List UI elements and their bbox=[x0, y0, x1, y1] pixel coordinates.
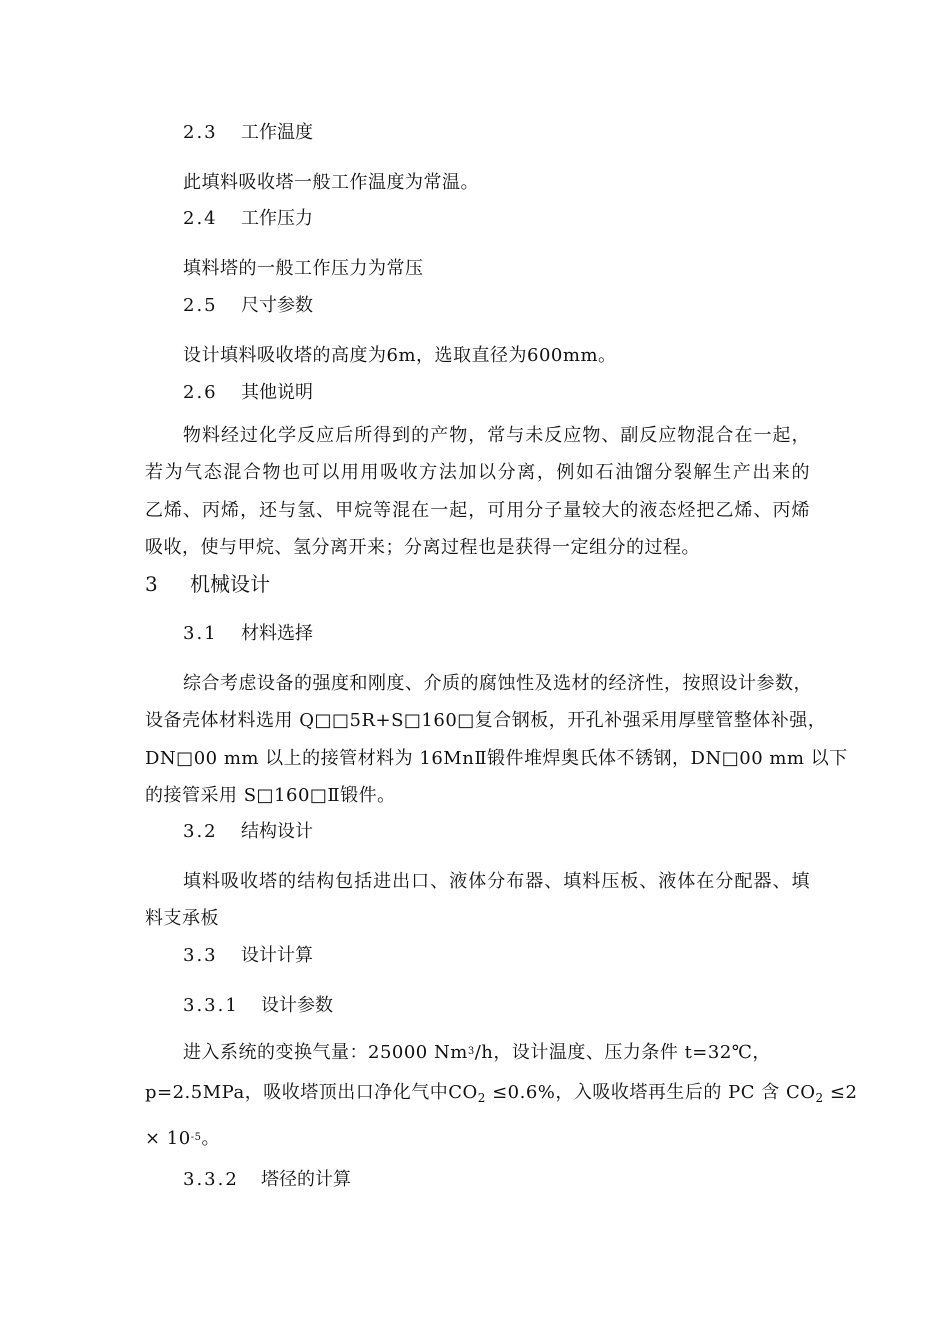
formula-text: CO bbox=[785, 1082, 816, 1103]
paragraph-line: 设备壳体材料选用 Q□□5R+S□160□复合钢板，开孔补强采用厚壁管整体补强， bbox=[145, 710, 827, 731]
section-title: 设计计算 bbox=[241, 945, 313, 966]
section-number: 3.2 bbox=[183, 821, 218, 842]
chapter-number: 3 bbox=[145, 572, 158, 596]
section-heading-2-5 bbox=[183, 294, 313, 318]
chemical-formula bbox=[786, 1082, 824, 1103]
section-number: 2.5 bbox=[183, 295, 218, 316]
text-run: ≤0.6%，入吸收塔再生后的 PC 含 bbox=[485, 1082, 786, 1103]
section-number: 2.3 bbox=[183, 122, 218, 143]
section-heading-2-6 bbox=[183, 381, 313, 405]
subscript: 2 bbox=[477, 1091, 486, 1105]
section-number: 2.4 bbox=[183, 208, 218, 229]
chapter-title: 机械设计 bbox=[190, 572, 270, 596]
section-number: 3.3 bbox=[183, 945, 218, 966]
section-heading-2-4 bbox=[183, 207, 313, 231]
section-number: 3.3.2 bbox=[183, 1169, 239, 1190]
section-title: 塔径的计算 bbox=[261, 1169, 351, 1190]
paragraph-line bbox=[183, 1040, 848, 1065]
section-title: 设计参数 bbox=[261, 995, 333, 1016]
superscript: 3 bbox=[467, 1046, 475, 1057]
text-run: /h，设计温度、压力条件 t=32℃， bbox=[474, 1042, 771, 1063]
section-title: 工作温度 bbox=[241, 122, 313, 143]
section-title: 工作压力 bbox=[241, 208, 313, 229]
paragraph-2-5: 设计填料吸收塔的高度为6m，选取直径为600mm。 bbox=[183, 345, 617, 366]
text-run: × 10 bbox=[145, 1128, 191, 1149]
paragraph-line: 填料吸收塔的结构包括进出口、液体分布器、填料压板、液体在分配器、填 bbox=[183, 871, 810, 892]
section-heading-3-3-2 bbox=[183, 1168, 351, 1192]
section-heading-3-2 bbox=[183, 820, 313, 844]
section-number: 2.6 bbox=[183, 382, 218, 403]
section-title: 尺寸参数 bbox=[241, 295, 313, 316]
paragraph-line: 若为气态混合物也可以用用吸收方法加以分离，例如石油馏分裂解生产出来的 bbox=[145, 462, 810, 483]
superscript: -5 bbox=[190, 1132, 202, 1143]
section-heading-2-3 bbox=[183, 121, 313, 145]
text-run: 。 bbox=[201, 1128, 220, 1149]
chapter-heading-3 bbox=[145, 572, 270, 596]
text-run: 进入系统的变换气量：25000 Nm bbox=[183, 1042, 468, 1063]
paragraph-line: 物料经过化学反应后所得到的产物，常与未反应物、副反应物混合在一起， bbox=[183, 425, 810, 446]
chemical-formula bbox=[448, 1082, 486, 1103]
paragraph-line bbox=[145, 1126, 810, 1151]
section-heading-3-1 bbox=[183, 622, 313, 646]
paragraph-line: DN□00 mm 以上的接管材料为 16MnⅡ锻件堆焊奥氏体不锈钢，DN□00 mm 以下 bbox=[145, 748, 848, 769]
paragraph-2-4: 填料塔的一般工作压力为常压 bbox=[183, 258, 424, 279]
paragraph-line: 料支承板 bbox=[145, 908, 219, 929]
section-heading-3-3-1 bbox=[183, 994, 333, 1018]
paragraph-line: 吸收，使与甲烷、氢分离开来；分离过程也是获得一定组分的过程。 bbox=[145, 537, 700, 558]
text-run: p=2.5MPa，吸收塔顶出口净化气中 bbox=[145, 1082, 449, 1103]
text-run: ≤2 bbox=[823, 1082, 858, 1103]
paragraph-line bbox=[145, 1081, 858, 1110]
section-title: 材料选择 bbox=[241, 623, 313, 644]
paragraph-line: 乙烯、丙烯，还与氢、甲烷等混在一起，可用分子量较大的液态烃把乙烯、丙烯 bbox=[145, 500, 810, 521]
section-number: 3.1 bbox=[183, 623, 218, 644]
section-number: 3.3.1 bbox=[183, 995, 239, 1016]
formula-text: CO bbox=[448, 1082, 478, 1103]
section-title: 结构设计 bbox=[241, 821, 313, 842]
paragraph-2-3: 此填料吸收塔一般工作温度为常温。 bbox=[183, 172, 479, 193]
section-heading-3-3 bbox=[183, 944, 313, 968]
subscript: 2 bbox=[815, 1091, 824, 1105]
section-title: 其他说明 bbox=[241, 382, 313, 403]
paragraph-line: 的接管采用 S□160□Ⅱ锻件。 bbox=[145, 785, 396, 806]
paragraph-line: 综合考虑设备的强度和刚度、介质的腐蚀性及选材的经济性，按照设计参数， bbox=[183, 673, 812, 694]
